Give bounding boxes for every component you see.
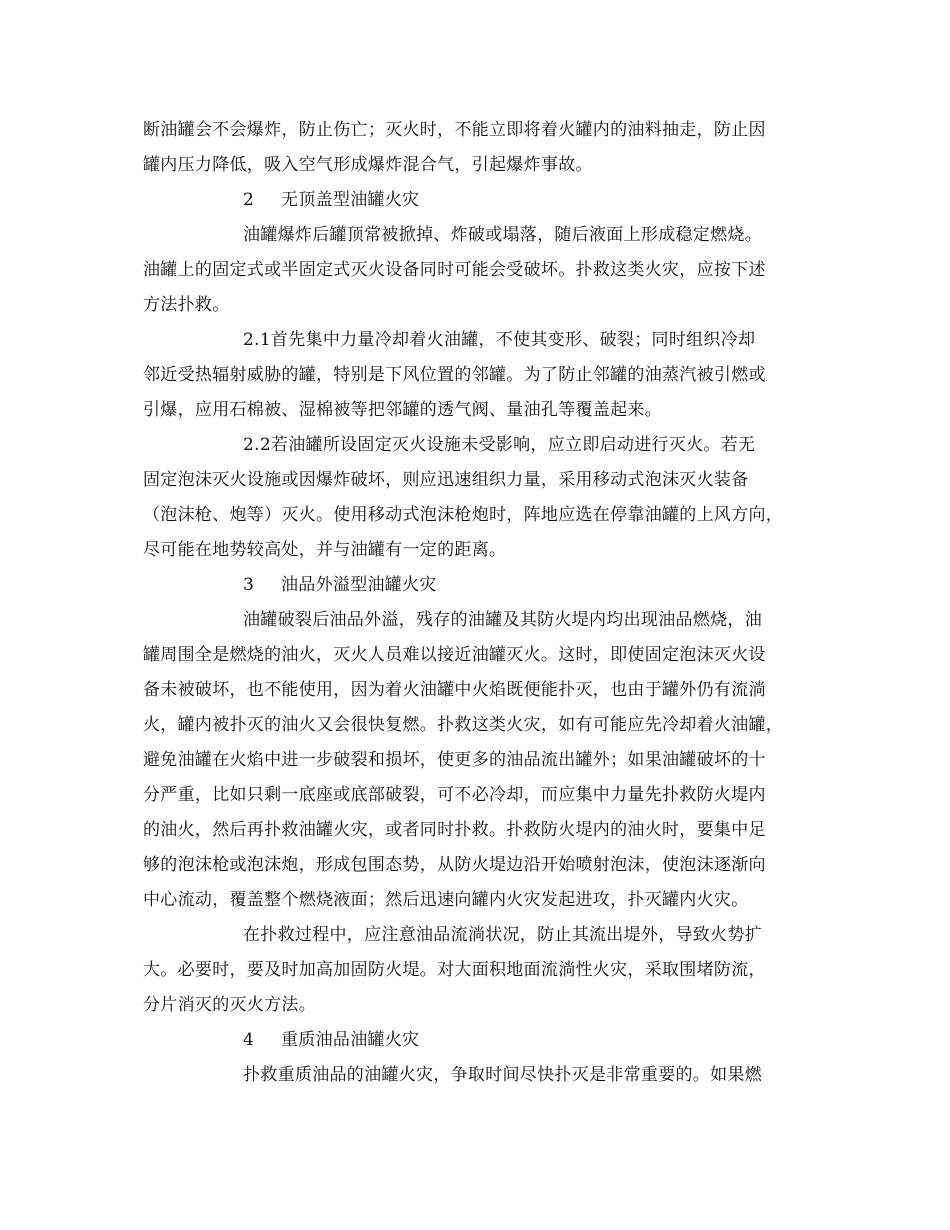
section-title: 重质油品油罐火灾: [281, 1030, 420, 1050]
section-title: 无顶盖型油罐火灾: [281, 190, 420, 210]
paragraph-line: 中心流动，覆盖整个燃烧液面；然后迅速向罐内火灾发起进攻，扑灭罐内火灾。: [143, 890, 749, 910]
paragraph-line: 大。必要时，要及时加高加固防火堤。对大面积地面流淌性火灾，采取围堵防流，: [143, 960, 766, 980]
paragraph-line: 方法扑救。: [143, 295, 230, 315]
paragraph-first-line: 2.1首先集中力量冷却着火油罐，不使其变形、破裂；同时组织冷却: [243, 330, 756, 350]
paragraph-line: 的油火，然后再扑救油罐火灾，或者同时扑救。扑救防火堤内的油火时，要集中足: [143, 820, 766, 840]
section-heading: [143, 568, 823, 603]
paragraph-line: 邻近受热辐射威胁的罐，特别是下风位置的邻罐。为了防止邻罐的油蒸汽被引燃或: [143, 365, 766, 385]
body-text: [143, 113, 823, 1093]
paragraph-first-line: 油罐破裂后油品外溢，残存的油罐及其防火堤内均出现油品燃烧，油: [243, 610, 762, 630]
paragraph-line: 避免油罐在火焰中进一步破裂和损坏，使更多的油品流出罐外；如果油罐破坏的十: [143, 750, 766, 770]
paragraph-line: 引爆，应用石棉被、湿棉被等把邻罐的透气阀、量油孔等覆盖起来。: [143, 400, 662, 420]
paragraph-line: 备未被破坏，也不能使用，因为着火油罐中火焰既便能扑灭，也由于罐外仍有流淌: [143, 680, 766, 700]
paragraph-line: 油罐上的固定式或半固定式灭火设备同时可能会受破坏。扑救这类火灾，应按下述: [143, 260, 766, 280]
paragraph-first-line: 在扑救过程中，应注意油品流淌状况，防止其流出堤外，导致火势扩: [243, 925, 762, 945]
section-title: 油品外溢型油罐火灾: [281, 575, 437, 595]
paragraph-line: 固定泡沫灭火设施或因爆炸破坏，则应迅速组织力量，采用移动式泡沫灭火装备: [143, 470, 749, 490]
section-heading: [143, 183, 823, 218]
paragraph-line: 够的泡沫枪或泡沫炮，形成包围态势，从防火堤边沿开始喷射泡沫，使泡沫逐渐向: [143, 855, 766, 875]
paragraph-line: 分严重，比如只剩一底座或底部破裂，可不必冷却，而应集中力量先扑救防火堤内: [143, 785, 766, 805]
section-number: 2: [243, 190, 255, 210]
paragraph-first-line: 扑救重质油品的油罐火灾，争取时间尽快扑灭是非常重要的。如果燃: [243, 1065, 762, 1085]
paragraph-line: 断油罐会不会爆炸，防止伤亡；灭火时，不能立即将着火罐内的油料抽走，防止因: [143, 120, 766, 140]
paragraph-line: 罐周围全是燃烧的油火，灭火人员难以接近油罐灭火。这时，即使固定泡沫灭火设: [143, 645, 766, 665]
section-number: 3: [243, 575, 255, 595]
paragraph-line: 火，罐内被扑灭的油火又会很快复燃。扑救这类火灾，如有可能应先冷却着火油罐，: [143, 715, 784, 735]
paragraph-line: 罐内压力降低，吸入空气形成爆炸混合气，引起爆炸事故。: [143, 155, 593, 175]
paragraph-line: 分片消灭的灭火方法。: [143, 995, 316, 1015]
paragraph-line: （泡沫枪、炮等）灭火。使用移动式泡沫枪炮时，阵地应选在停靠油罐的上风方向，: [143, 505, 784, 525]
paragraph-first-line: 2.2若油罐所设固定灭火设施未受影响，应立即启动进行灭火。若无: [243, 435, 756, 455]
section-heading: [143, 1023, 823, 1058]
paragraph-first-line: 油罐爆炸后罐顶常被掀掉、炸破或塌落，随后液面上形成稳定燃烧。: [243, 225, 762, 245]
section-number: 4: [243, 1030, 255, 1050]
paragraph-line: 尽可能在地势较高处，并与油罐有一定的距离。: [143, 540, 507, 560]
